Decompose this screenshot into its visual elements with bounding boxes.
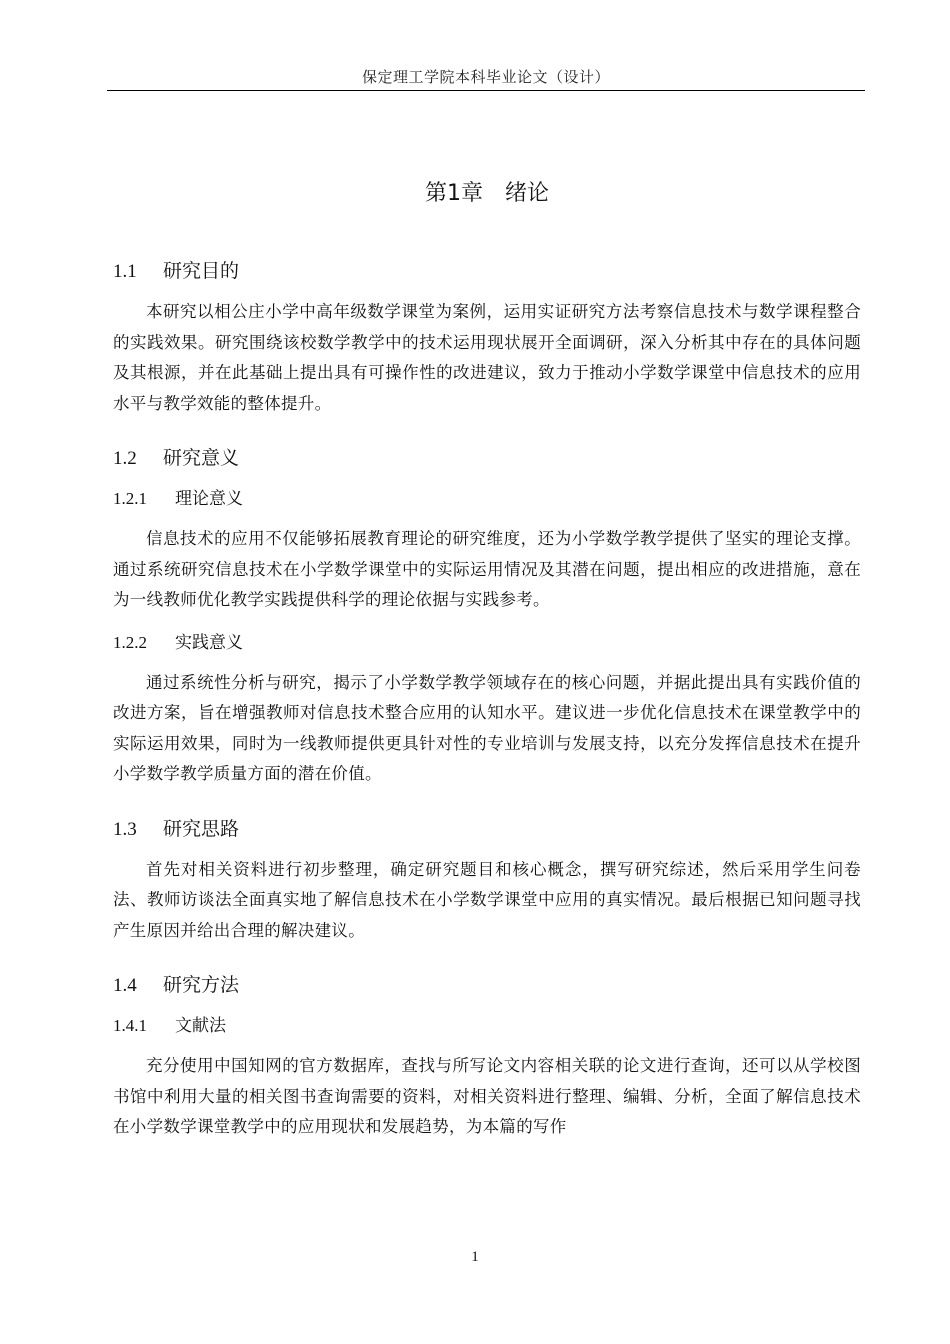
subsection-number: 1.4.1 (113, 1016, 147, 1035)
running-header (107, 66, 865, 91)
paragraph-theoretical-significance: 信息技术的应用不仅能够拓展教育理论的研究维度，还为小学数学教学提供了坚实的理论支撑。通过系统研究信息技术在小学数学课堂中的实际运用情况及其潜在问题，提出相应的改进措施，意在为一线教师优化教学实践提供科学的理论依据与实践参考。 (113, 529, 861, 609)
section-heading-1-4 (113, 970, 861, 1001)
section-title: 研究方法 (163, 974, 240, 996)
paragraph-research-purpose: 本研究以相公庄小学中高年级数学课堂为案例，运用实证研究方法考察信息技术与数学课程整合的实践效果。研究围绕该校数学教学中的技术运用现状展开全面调研，深入分析其中存在的具体问题及其根源，并在此基础上提出具有可操作性的改进建议，致力于推动小学数学课堂中信息技术的应用水平与教学效能的整体提升。 (113, 302, 861, 413)
subsection-title: 文献法 (175, 1016, 226, 1036)
subsection-number: 1.2.1 (113, 489, 147, 508)
subsection-heading-1-2-1 (113, 484, 861, 514)
subsection-heading-1-2-2 (113, 628, 861, 658)
subsection-heading-1-4-1 (113, 1011, 861, 1041)
section-title: 研究思路 (163, 817, 240, 840)
page-body (113, 176, 861, 1143)
paragraph-practical-significance: 通过系统性分析与研究，揭示了小学数学教学领域存在的核心问题，并据此提出具有实践价值的改进方案，旨在增强教师对信息技术整合应用的认知水平。建议进一步优化信息技术在课堂教学中的实际运用效果，同时为一线教师提供更具针对性的专业培训与发展支持，以充分发挥信息技术在提升小学数学教学质量方面的潜在价值。 (113, 672, 861, 783)
section-number: 1.2 (113, 448, 137, 469)
section-heading-1-2 (113, 443, 861, 474)
section-title: 研究目的 (163, 260, 240, 282)
header-text: 保定理工学院本科毕业论文（设计） (361, 68, 610, 86)
subsection-title: 实践意义 (175, 632, 243, 653)
section-number: 1.4 (113, 975, 137, 996)
subsection-title: 理论意义 (175, 489, 243, 509)
page-number: 1 (471, 1249, 479, 1265)
section-number: 1.3 (113, 818, 137, 840)
chapter-title: 第1章 绪论 (425, 181, 549, 206)
section-title: 研究意义 (163, 447, 240, 469)
section-heading-1-3 (113, 814, 861, 845)
paragraph-research-approach: 首先对相关资料进行初步整理，确定研究题目和核心概念，撰写研究综述，然后采用学生问卷法、教师访谈法全面真实地了解信息技术在小学数学课堂中应用的真实情况。最后根据已知问题寻找产生原因并给出合理的解决建议。 (113, 859, 861, 940)
paragraph-literature-method: 充分使用中国知网的官方数据库，查找与所写论文内容相关联的论文进行查询，还可以从学校图书馆中利用大量的相关图书查询需要的资料，对相关资料进行整理、编辑、分析，全面了解信息技术在小学数学课堂教学中的应用现状和发展趋势，为本篇的写作 (113, 1056, 861, 1136)
subsection-number: 1.2.2 (113, 632, 147, 652)
section-number: 1.1 (113, 261, 137, 282)
section-heading-1-1 (113, 256, 861, 287)
